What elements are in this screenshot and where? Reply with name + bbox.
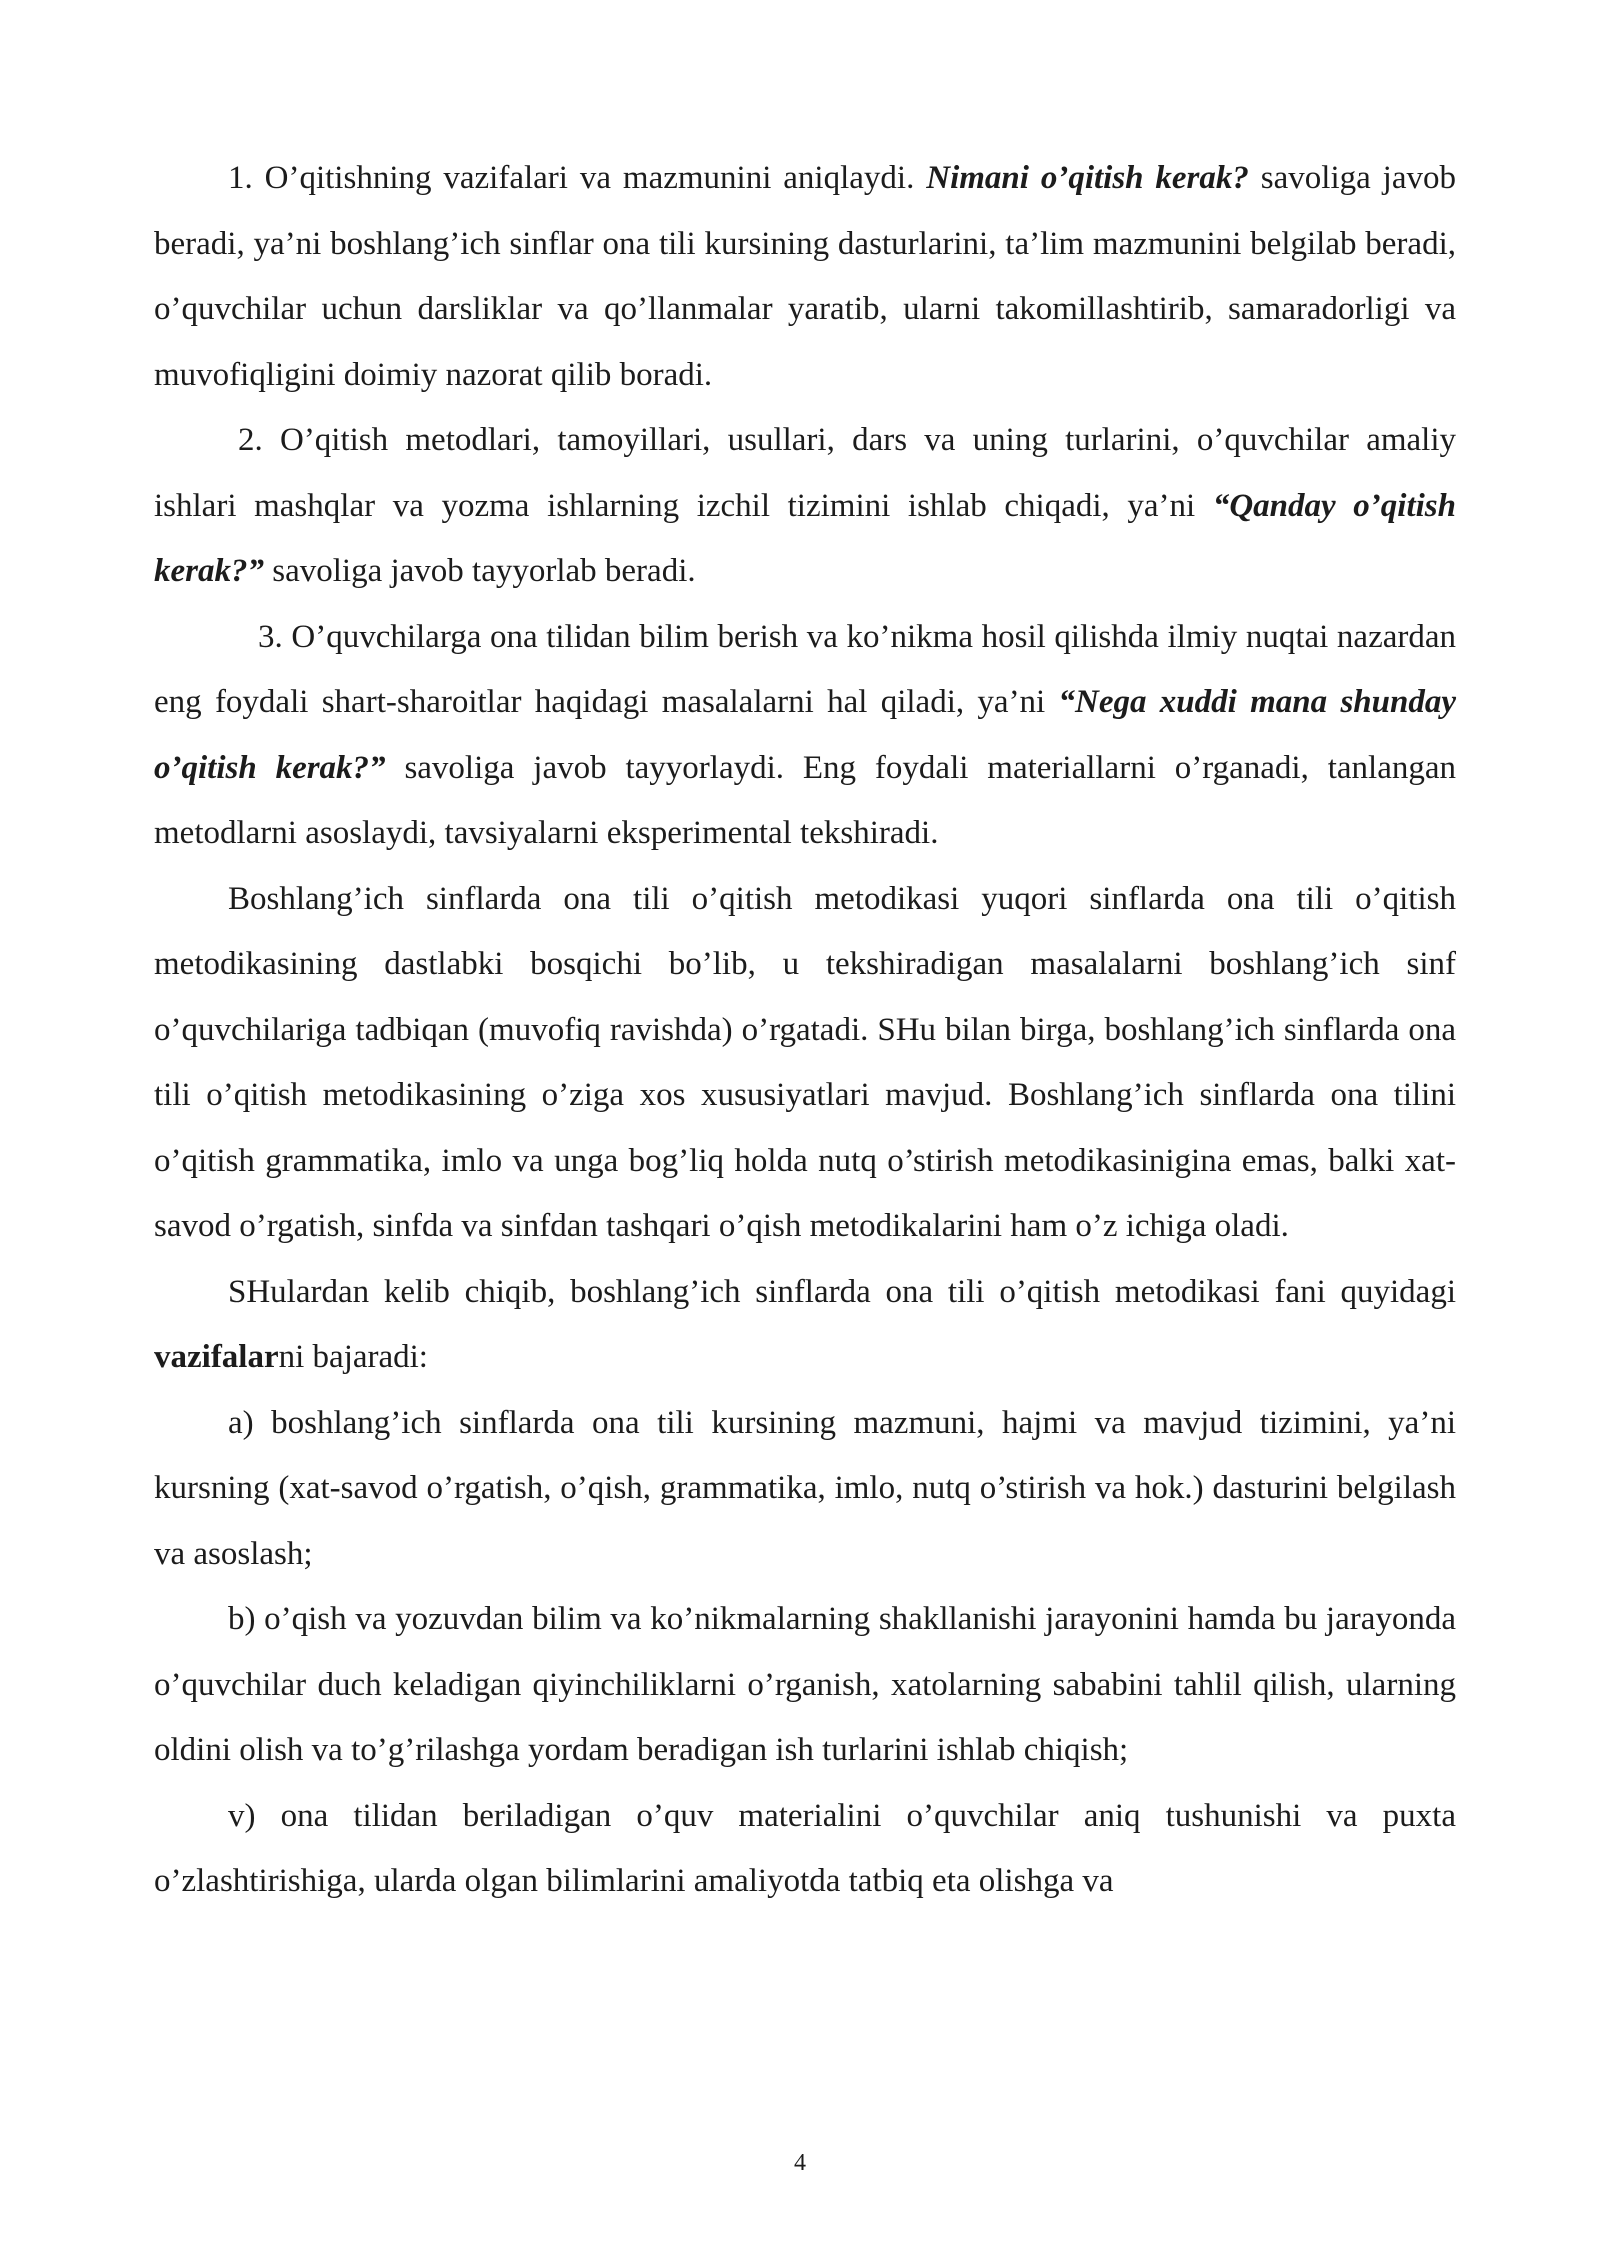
paragraph-5: SHulardan kelib chiqib, boshlang’ich sinflarda ona tili o’qitish metodikasi fani quyidagi vazifalarni bajaradi: xyxy=(154,1273,1456,1375)
paragraph-4: Boshlang’ich sinflarda ona tili o’qitish metodikasi yuqori sinflarda ona tili o’qitish metodikasining dastlabki bosqichi bo’lib, u tekshiradigan masalalarni boshlang’ich sinf o’quvchilariga tadbiqan (muvofiq ravishda) o’rgatadi. SHu bilan birga, boshlang’ich sinflarda ona tili o’qitish metodikasining o’ziga xos xususiyatlari mavjud. Boshlang’ich sinflarda ona tilini o’qitish grammatika, imlo va unga bog’liq holda nutq o’stirish metodikasinigina emas, balki xat-savod o’rgatish, sinfda va sinfdan tashqari o’qish metodikalarini ham o’z ichiga oladi. xyxy=(154,880,1456,1244)
list-item-v: v) ona tilidan beriladigan o’quv materialini o’quvchilar aniq tushunishi va puxta o’zlashtirishiga, ularda olgan bilimlarini amaliyotda tatbiq eta olishga va xyxy=(154,1797,1456,1899)
emphasis-question: “Qanday o’qitish kerak?” xyxy=(154,487,1456,589)
paragraph-1: 1. O’qitishning vazifalari va mazmunini aniqlaydi. Nimani o’qitish kerak? savoliga javob beradi, ya’ni boshlang’ich sinflar ona tili kursining dasturlarini, ta’lim mazmunini belgilab beradi, o’quvchilar uchun darsliklar va qo’llanmalar yaratib, ularni takomillashtirib, samaradorligi va muvofiqligini doimiy nazorat qilib boradi. xyxy=(154,160,1456,393)
emphasis-question: “Nega xuddi mana shunday o’qitish kerak?” xyxy=(154,684,1457,786)
body-text xyxy=(154,146,1456,1915)
paragraph-3: 3. O’quvchilarga ona tilidan bilim berish va ko’nikma hosil qilishda ilmiy nuqtai nazardan eng foydali shart-sharoitlar haqidagi masalalarni hal qiladi, ya’ni “Nega xuddi mana shunday o’qitish kerak?” savoliga javob tayyorlaydi. Eng foydali materiallarni o’rganadi, tanlangan metodlarni asoslaydi, tavsiyalarni eksperimental tekshiradi. xyxy=(154,618,1457,851)
emphasis-question: Nimani o’qitish kerak? xyxy=(926,160,1249,196)
page-number: 4 xyxy=(794,2150,806,2176)
list-item-a: a) boshlang’ich sinflarda ona tili kursining mazmuni, hajmi va mavjud tizimini, ya’ni kursning (xat-savod o’rgatish, o’qish, grammatika, imlo, nutq o’stirish va hok.) dasturini belgilash va asoslash; xyxy=(154,1404,1456,1572)
paragraph-2: 2. O’qitish metodlari, tamoyillari, usullari, dars va uning turlarini, o’quvchilar amaliy ishlari mashqlar va yozma ishlarning izchil tizimini ishlab chiqadi, ya’ni “Qanday o’qitish kerak?” savoliga javob tayyorlab beradi. xyxy=(154,422,1456,589)
list-item-b: b) o’qish va yozuvdan bilim va ko’nikmalarning shakllanishi jarayonini hamda bu jarayonda o’quvchilar duch keladigan qiyinchiliklarni o’rganish, xatolarning sababini tahlil qilish, ularning oldini olish va to’g’rilashga yordam beradigan ish turlarini ishlab chiqish; xyxy=(154,1601,1456,1768)
bold-term: vazifalar xyxy=(154,1339,279,1375)
